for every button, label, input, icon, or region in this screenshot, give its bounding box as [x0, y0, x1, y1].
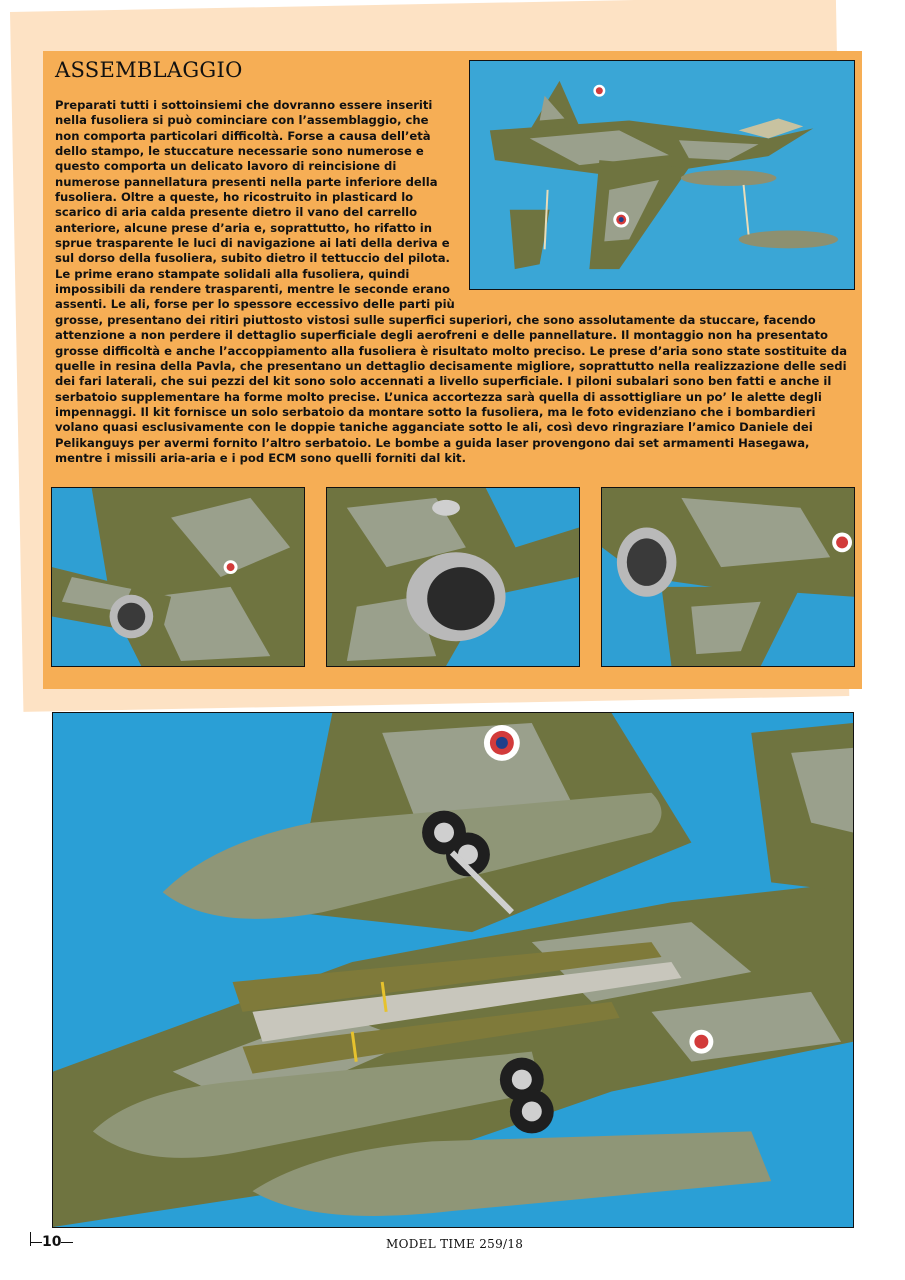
page-number-rule-left [30, 1242, 42, 1243]
page-number-rule-right [61, 1242, 73, 1243]
magazine-footer: MODEL TIME 259/18 [386, 1237, 524, 1251]
photo-detail-exhaust [326, 487, 580, 667]
photo-detail-tail [601, 487, 855, 667]
article-body-text: Preparati tutti i sottoinsiemi che dovranno essere inseriti nella fusoliera si può cominciare con l’assemblaggio, che non comporta particolari difficoltà. Forse a causa dell’età dello stampo, le stuccature necessarie sono numerose e questo comporta un delicato lavoro di reincisione di numerose pannellatura presenti nella parte inferiore della fusoliera. Oltre a queste, ho ricostruito in plasticard lo scarico di aria calda presente dietro il vano del carrello anteriore, alcune prese d’aria e, soprattutto, ho rifatto in sprue trasparente le luci di navigazione ai lati della deriva e sul dorso della fusoliera, subito dietro il tettuccio del pilota. Le prime erano stampate solidali alla fusoliera, quindi impossibili da rendere trasparenti, mentre le seconde erano assenti. Le ali, forse per lo spessore eccessivo delle parti più grosse, presentano dei ritiri piuttosto vistosi sulle superfici superiori, che sono assolutamente da stuccare, facendo attenzione a non perdere il dettaglio superficiale degli aerofreni e delle pannellature. Il montaggio non ha presentato grosse difficoltà e anche l’accoppiamento alla fusoliera è risultato molto preciso. Le prese d’aria sono state sostituite da quelle in resina della Pavla, che presentano un dettaglio decisamente migliore, soprattutto nella realizzazione delle sedi dei fari laterali, che sui pezzi del kit sono solo accennati a livello superficiale. I piloni subalari sono ben fatti e anche il serbatoio supplementare ha forme molto precise. L’unica accortezza sarà quella di assottigliare un po’ le alette degli impennaggi. Il kit fornisce un solo serbatoio da montare sotto la fusoliera, ma le foto evidenziano che i bombardieri volano quasi esclusivamente con le doppie taniche agganciate sotto le ali, così devo ringraziare l’amico Daniele dei Pelikanguys per avermi fornito l’altro serbatoio. Le bombe a guida laser provengono dai set armamenti Hasegawa, mentre i missili aria-aria e i pod ECM sono quelli forniti dal kit. [55, 98, 848, 465]
photo-model-parts [469, 60, 855, 290]
page-number [30, 1234, 73, 1250]
photo-detail-rear-left [51, 487, 305, 667]
section-heading: ASSEMBLAGGIO [55, 58, 243, 82]
page-number-value: 10 [42, 1234, 62, 1250]
photo-underside-weapons [52, 712, 854, 1228]
